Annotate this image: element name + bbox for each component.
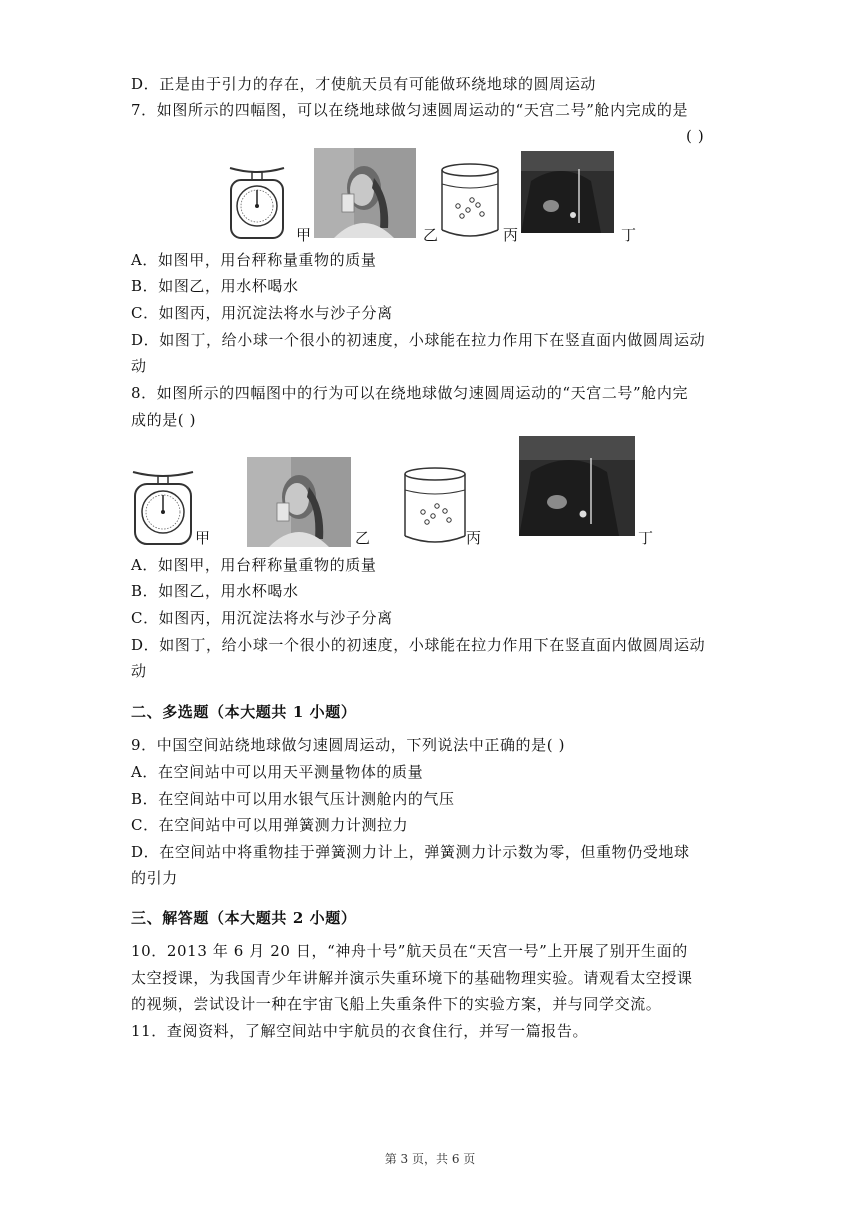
q7-option-d: D．如图丁，给小球一个很小的初速度，小球能在拉力作用下在竖直面内做圆周运动 [131, 331, 706, 349]
figure-label-bing: 丙 [466, 529, 482, 547]
q7-figures [228, 148, 638, 243]
figure-label-bing: 丙 [503, 226, 519, 244]
question-7: 7．如图所示的四幅图，可以在绕地球做匀速圆周运动的“天宫二号”舱内完成的是 [131, 101, 689, 119]
question-8-cont: 成的是( ) [131, 411, 197, 429]
figure-label-yi: 乙 [355, 529, 371, 547]
page-number: 第 3 页，共 6 页 [384, 1152, 476, 1166]
q9-option-c: C．在空间站中可以用弹簧测力计测拉力 [131, 816, 409, 834]
figure-label-jia: 甲 [296, 226, 312, 244]
q9-option-a: A．在空间站中可以用天平测量物体的质量 [131, 763, 424, 781]
question-10-cont-1: 太空授课，为我国青少年讲解并演示失重环境下的基础物理实验。请观看太空授课 [131, 969, 693, 987]
drinking-woman-photo [247, 457, 351, 547]
q8-option-d: D．如图丁，给小球一个很小的初速度，小球能在拉力作用下在竖直面内做圆周运动 [131, 636, 706, 654]
q7-option-a: A．如图甲，用台秤称量重物的质量 [131, 251, 377, 269]
question-10: 10．2013 年 6 月 20 日，“神舟十号”航天员在“天宫一号”上开展了别开生面的 [131, 942, 688, 960]
q7-option-c: C．如图丙，用沉淀法将水与沙子分离 [131, 304, 393, 322]
figure-label-yi: 乙 [423, 226, 439, 244]
question-8: 8．如图所示的四幅图中的行为可以在绕地球做匀速圆周运动的“天宫二号”舱内完 [131, 384, 689, 402]
figure-label-ding: 丁 [638, 529, 654, 547]
beaker-icon [401, 466, 469, 546]
figure-label-jia: 甲 [195, 529, 211, 547]
q9-option-d-cont: 的引力 [131, 869, 178, 887]
scale-icon [228, 164, 286, 240]
q8-option-b: B．如图乙，用水杯喝水 [131, 582, 299, 600]
section-2-heading: 二、多选题（本大题共 1 小题） [131, 703, 357, 721]
pendulum-photo [519, 436, 635, 536]
section-3-heading: 三、解答题（本大题共 2 小题） [131, 909, 357, 927]
q7-option-d-cont: 动 [131, 357, 147, 375]
scale-icon [131, 468, 195, 546]
q9-option-d: D．在空间站中将重物挂于弹簧测力计上，弹簧测力计示数为零，但重物仍受地球 [131, 843, 690, 861]
q8-option-c: C．如图丙，用沉淀法将水与沙子分离 [131, 609, 393, 627]
answer-paren: ( ) [686, 127, 705, 145]
q9-option-b: B．在空间站中可以用水银气压计测舱内的气压 [131, 790, 455, 808]
question-11: 11．查阅资料，了解空间站中宇航员的衣食住行，并写一篇报告。 [131, 1022, 589, 1040]
q7-option-b: B．如图乙，用水杯喝水 [131, 277, 299, 295]
question-9: 9．中国空间站绕地球做匀速圆周运动，下列说法中正确的是( ) [131, 736, 566, 754]
option-d-prev: D．正是由于引力的存在，才使航天员有可能做环绕地球的圆周运动 [131, 75, 597, 93]
q8-option-d-cont: 动 [131, 662, 147, 680]
figure-label-ding: 丁 [621, 226, 637, 244]
q8-figures [131, 436, 661, 548]
pendulum-photo [521, 151, 614, 233]
drinking-woman-photo [314, 148, 416, 238]
question-10-cont-2: 的视频，尝试设计一种在宇宙飞船上失重条件下的实验方案，并与同学交流。 [131, 995, 662, 1013]
beaker-icon [438, 162, 502, 240]
q8-option-a: A．如图甲，用台秤称量重物的质量 [131, 556, 377, 574]
